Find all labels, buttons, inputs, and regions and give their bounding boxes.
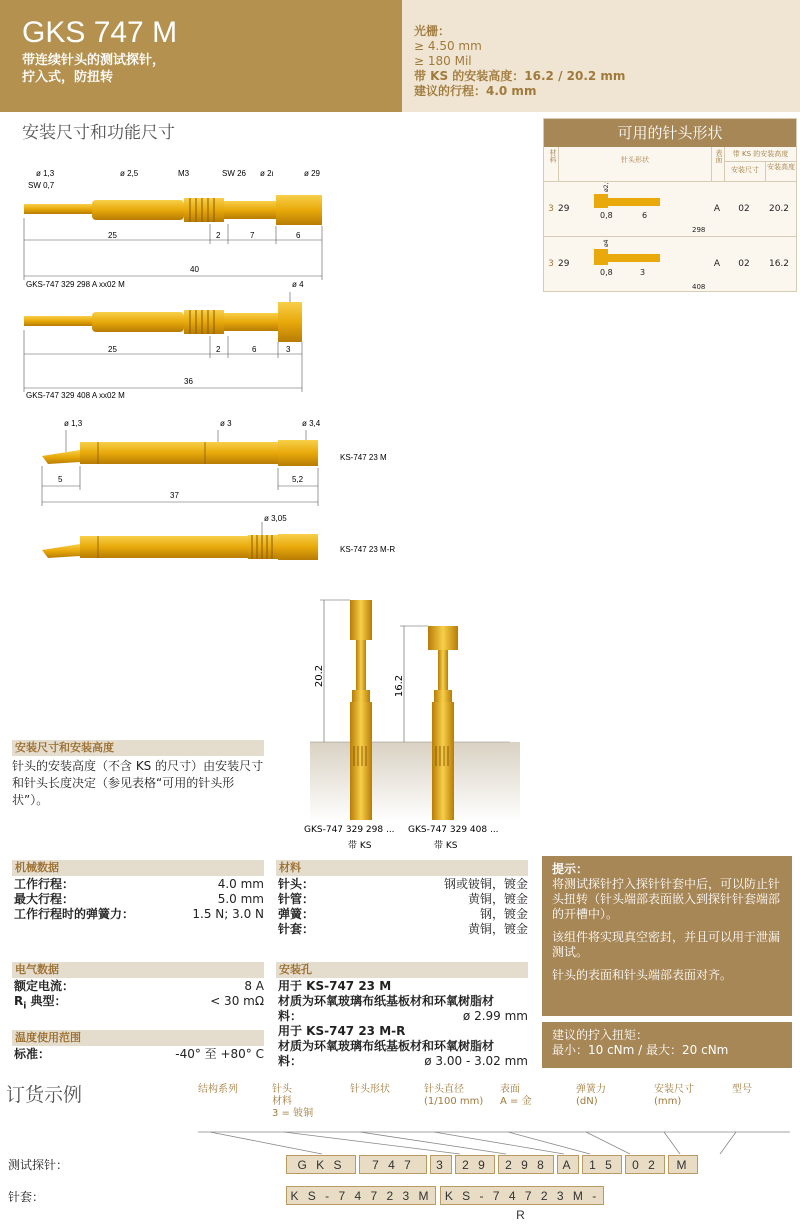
svg-text:408: 408 [692, 283, 706, 291]
product-subtitle: 带连续针头的测试探针， 拧入式，防扭转 [22, 53, 166, 85]
dim-d25: ø 2,5 [120, 169, 139, 178]
dim2-2: 2 [216, 345, 221, 354]
dim3-52: 5,2 [292, 475, 304, 484]
install-height-text: 针头的安装高度（不含 KS 的尺寸）由安装尺寸和针头长度决定（参见表格“可用的针头形状”）。 [12, 759, 264, 807]
tip-row: 3 29 ø2,9 0,8 6 298 A 02 20.2 [544, 182, 796, 237]
code-spring: 1 5 [582, 1155, 622, 1174]
tip-shape-298 [580, 182, 710, 236]
order-col-series: 结构系列 [198, 1084, 238, 1095]
hint-box: 提示： 将测试探针拧入探针针套中后，可以防止针头扭转（针头端部表面嵌入到探针针套端部的开槽中）。 该组件将实现真空密封，并且可以用于泄漏测试。 针头的表面和针头端部表面对齐。 [542, 856, 792, 1016]
dim-25: 25 [108, 231, 117, 240]
temp-heading: 温度使用范围 [12, 1030, 264, 1046]
torque-box: 建议的拧入扭矩： 最小：10 cNm / 最大：20 cNm [542, 1022, 792, 1068]
tip-shape-408-img [580, 237, 710, 291]
order-probe-codes [286, 1155, 698, 1174]
part-298: GKS-747 329 298 A xx02 M [26, 280, 125, 289]
dim-d29: ø 29 [304, 169, 321, 178]
dim3-d3: ø 3 [220, 419, 232, 428]
mech-heading: 机械数据 [12, 860, 264, 876]
svg-text:ø4: ø4 [603, 239, 610, 247]
install-height-heading: 安装尺寸和安装高度 [12, 740, 264, 756]
materials-heading: 材料 [276, 860, 528, 876]
svg-text:0,8: 0,8 [600, 268, 613, 277]
mech-row: 工作行程时的弹簧力： 1.5 N; 3.0 N [14, 907, 264, 921]
dim-sw26: SW 26 [222, 169, 247, 178]
fig-label-298: GKS-747 329 298 ... [304, 825, 395, 835]
tip-table-header: 材料 针头形状 表面 带 KS 的安装高度 安装尺寸 安装高度 [544, 147, 796, 182]
dim-2: 2 [216, 231, 221, 240]
part-ks-m: KS-747 23 M [340, 453, 387, 462]
dim2-3: 3 [286, 345, 291, 354]
elec-data [14, 979, 264, 1014]
code-surface: A [557, 1155, 579, 1174]
dimension-drawings [0, 140, 540, 600]
dim-40: 40 [190, 265, 199, 274]
socket-drawing-mr [42, 522, 318, 560]
tip-shape-298-img [580, 182, 710, 236]
elec-row: 额定电流： 8 A [14, 979, 264, 993]
dim3-5: 5 [58, 475, 63, 484]
elec-heading: 电气数据 [12, 962, 264, 978]
mech-row: 工作行程： 4.0 mm [14, 877, 264, 891]
mech-data [14, 877, 264, 922]
material-row: 针管： 黄铜，镀金 [278, 892, 528, 906]
dim4-d305: ø 3,05 [264, 514, 287, 523]
svg-text:ø2,9: ø2,9 [603, 182, 610, 192]
dim-d13: ø 1,3 [36, 169, 55, 178]
dim-sw07: SW 0,7 [28, 181, 55, 190]
spec-list: 光栅： ≥ 4.50 mm ≥ 180 Mil 带 KS 的安装高度：16.2 / 20.2 mm 建议的行程：4.0 mm [414, 24, 626, 98]
code-material: 3 [430, 1155, 452, 1174]
part-ks-mr: KS-747 23 M-R [340, 545, 396, 554]
svg-text:298: 298 [692, 226, 706, 234]
tip-shapes-table [543, 118, 797, 292]
order-col-shape: 针头形状 [350, 1084, 390, 1095]
material-row: 针头： 钢或铍铜，镀金 [278, 877, 528, 891]
order-socket-label: 针套： [8, 1190, 45, 1204]
order-title: 订货示例 [6, 1084, 83, 1106]
dim-d21: ø 2ı [260, 169, 274, 178]
fig-sub-408: 带 KS [434, 841, 458, 851]
order-col-diameter: 针头直径 (1/100 mm) [424, 1084, 484, 1107]
order-socket-codes [286, 1186, 604, 1222]
socket-drawing-m [42, 430, 318, 506]
dim3-37: 37 [170, 491, 179, 500]
code-socket-m: K S - 7 4 7 2 3 M [286, 1186, 436, 1205]
elec-row: $R_i$ 典型： < 30 mΩ [14, 994, 264, 1012]
code-shape: 2 9 8 [498, 1155, 554, 1174]
fig-label-408: GKS-747 329 408 ... [408, 825, 499, 835]
dim-6: 6 [296, 231, 301, 240]
mount-hole-data: 用于 KS-747 23 M 材质为环氧玻璃布纸基板材和环氧树脂材 料： ø 2.99 mm 用于 KS-747 23 M-R 材质为环氧玻璃布纸基板材和环氧树脂材 料： ø 3.00 - 3.02 mm [278, 979, 528, 1068]
order-col-mount: 安装尺寸 (mm) [654, 1084, 694, 1107]
order-col-material: 针头 材料 3 = 铍铜 [272, 1084, 314, 1119]
section-title: 安装尺寸和功能尺寸 [22, 123, 175, 143]
installation-figure [300, 590, 520, 860]
height-16-2: 16.2 [394, 674, 405, 698]
tip-table-title: 可用的针头形状 [544, 119, 796, 147]
material-row: 针套： 黄铜，镀金 [278, 922, 528, 936]
code-type: M [668, 1155, 698, 1174]
dim-7: 7 [250, 231, 255, 240]
order-col-spring: 弹簧力 (dN) [576, 1084, 606, 1107]
mech-row: 最大行程： 5.0 mm [14, 892, 264, 906]
materials-data [278, 877, 528, 937]
dim-d4: ø 4 [292, 280, 304, 289]
dim2-6: 6 [252, 345, 257, 354]
code-diameter: 2 9 [455, 1155, 495, 1174]
fig-sub-298: 带 KS [348, 841, 372, 851]
code-mount: 0 2 [625, 1155, 665, 1174]
dim-m3: M3 [178, 169, 190, 178]
code-series: G K S [286, 1155, 356, 1174]
board [310, 742, 520, 822]
order-col-surface: 表面 A = 金 [500, 1084, 532, 1107]
dim3-d34: ø 3,4 [302, 419, 321, 428]
product-title: GKS 747 M [22, 16, 178, 49]
probe-drawing-408 [24, 292, 302, 392]
dim2-36: 36 [184, 377, 193, 386]
order-probe-label: 测试探针： [8, 1158, 69, 1172]
tip-row: 3 29 ø4 0,8 3 408 A 02 16.2 [544, 237, 796, 291]
temp-data: 标准： -40° 至 +80° C [14, 1047, 264, 1061]
svg-text:3: 3 [640, 268, 646, 277]
dim2-25: 25 [108, 345, 117, 354]
part-408: GKS-747 329 408 A xx02 M [26, 391, 125, 400]
code-series-num: 7 4 7 [359, 1155, 427, 1174]
probe-drawing-298 [24, 195, 322, 280]
order-col-type: 型号 [732, 1084, 752, 1095]
svg-text:6: 6 [642, 211, 648, 220]
material-row: 弹簧： 钢，镀金 [278, 907, 528, 921]
height-20-2: 20.2 [314, 664, 325, 688]
code-socket-mr: K S - 7 4 7 2 3 M - R [440, 1186, 604, 1205]
mount-hole-heading: 安装孔 [276, 962, 528, 978]
svg-text:0,8: 0,8 [600, 211, 613, 220]
order-connectors [190, 1124, 800, 1158]
dim3-d13: ø 1,3 [64, 419, 83, 428]
tip-shape-408 [580, 237, 710, 291]
